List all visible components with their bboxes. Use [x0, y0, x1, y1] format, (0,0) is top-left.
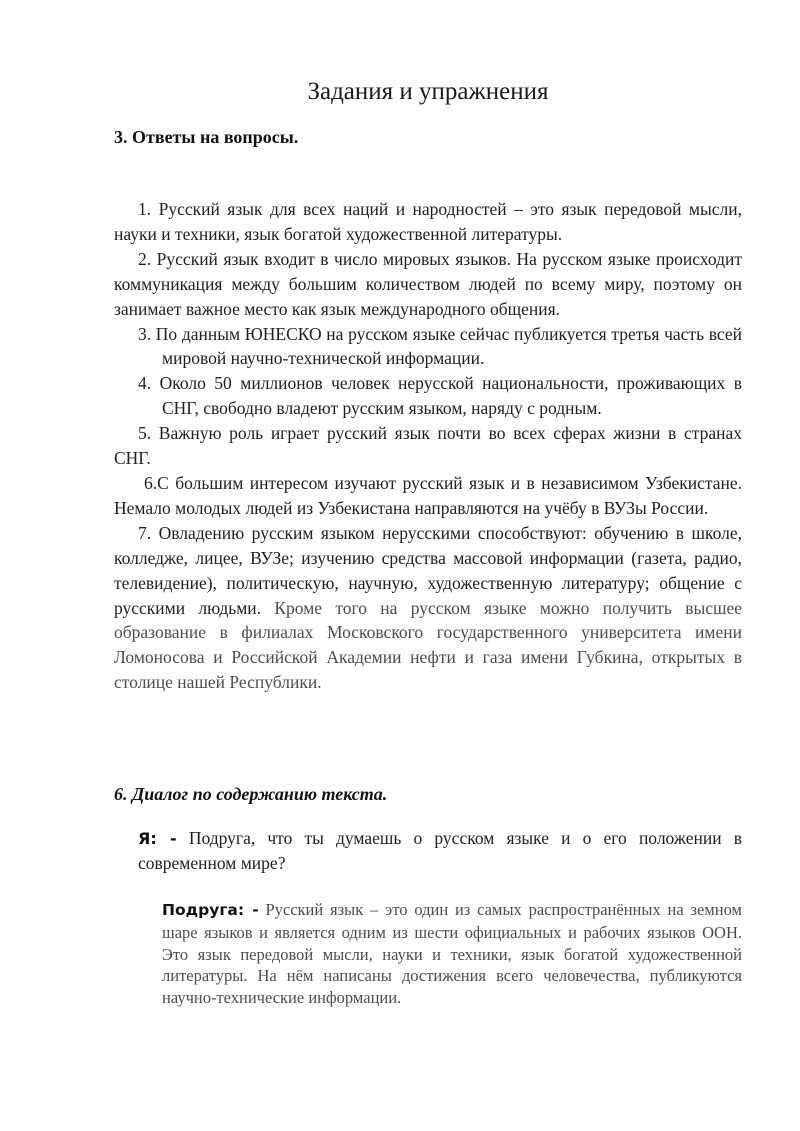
- list-item: [114, 521, 742, 695]
- item-text: Русский язык для всех наций и народностей – это язык передовой мысли, науки и техники, язык богатой художественной литературы.: [114, 199, 743, 244]
- item-text: С большим интересом изучают русский язык и в независимом Узбекистане. Немало молодых людей из Узбекистана направляются на учёбу в ВУЗы России.: [114, 472, 742, 518]
- item-number: 3.: [138, 323, 152, 344]
- item-number: 2.: [138, 248, 152, 269]
- dialog-text: Подруга, что ты думаешь о русском языке и о его положении в современном мире?: [138, 828, 743, 873]
- item-number: 1.: [138, 199, 152, 219]
- section-heading-answers: 3. Ответы на вопросы.: [114, 127, 299, 147]
- item-text: Русский язык входит в число мировых языков. На русском языке происходит коммуникация между большим количеством людей по всему миру, поэтому он занимает важное место как язык международного общения.: [114, 248, 743, 319]
- item-text: Важную роль играет русский язык почти во всех сферах жизни в странах СНГ.: [114, 423, 743, 469]
- answers-list: [114, 197, 742, 695]
- dialog-text: Русский язык – это один из самых распространённых на земном шаре языков и является одним из шести официальных и рабочих языков ООН. Это язык передовой мысли, науки и техники, язык богатой художественной литературы. На нём написаны достижения всего человечества, публикуются научно-технические информации.: [162, 900, 742, 1008]
- list-item: [114, 471, 742, 521]
- item-text-continuation: Кроме того на русском языке можно получить высшее образование в филиалах Московского государственного университета имени Ломоносова и Российской Академии нефти и газа имени Губкина, открытых в столице нашей Республики.: [114, 597, 742, 693]
- list-item: [114, 371, 742, 421]
- dialog-line-friend: [162, 899, 742, 1009]
- speaker-label: Я: -: [138, 829, 177, 848]
- item-text: Около 50 миллионов человек нерусской национальности, проживающих в СНГ, свободно владеют русским языком, наряду с родным.: [159, 373, 743, 419]
- speaker-label: Подруга: -: [162, 901, 259, 919]
- item-number: 5.: [138, 423, 152, 444]
- item-text: По данным ЮНЕСКО на русском языке сейчас публикуется третья часть всей мировой научно-технической информации.: [155, 323, 742, 369]
- item-number: 6.: [144, 472, 158, 493]
- page-title: Задания и упражнения: [307, 78, 549, 105]
- item-number: 7.: [138, 522, 152, 543]
- list-item: [114, 197, 742, 247]
- item-number: 4.: [138, 373, 152, 394]
- list-item: [114, 247, 742, 322]
- section-heading-dialog: 6. Диалог по содержанию текста.: [114, 784, 388, 804]
- item-text: Овладению русским языком нерусскими способствуют: обучению в школе, колледже, лицее, ВУЗе; изучению средства массовой информации (газета, радио, телевидение), политическую, научную, художественную литературу; общение с русскими людьми.: [114, 522, 742, 618]
- list-item: [114, 421, 742, 471]
- list-item: [114, 322, 742, 372]
- dialog-line-me: [138, 826, 742, 876]
